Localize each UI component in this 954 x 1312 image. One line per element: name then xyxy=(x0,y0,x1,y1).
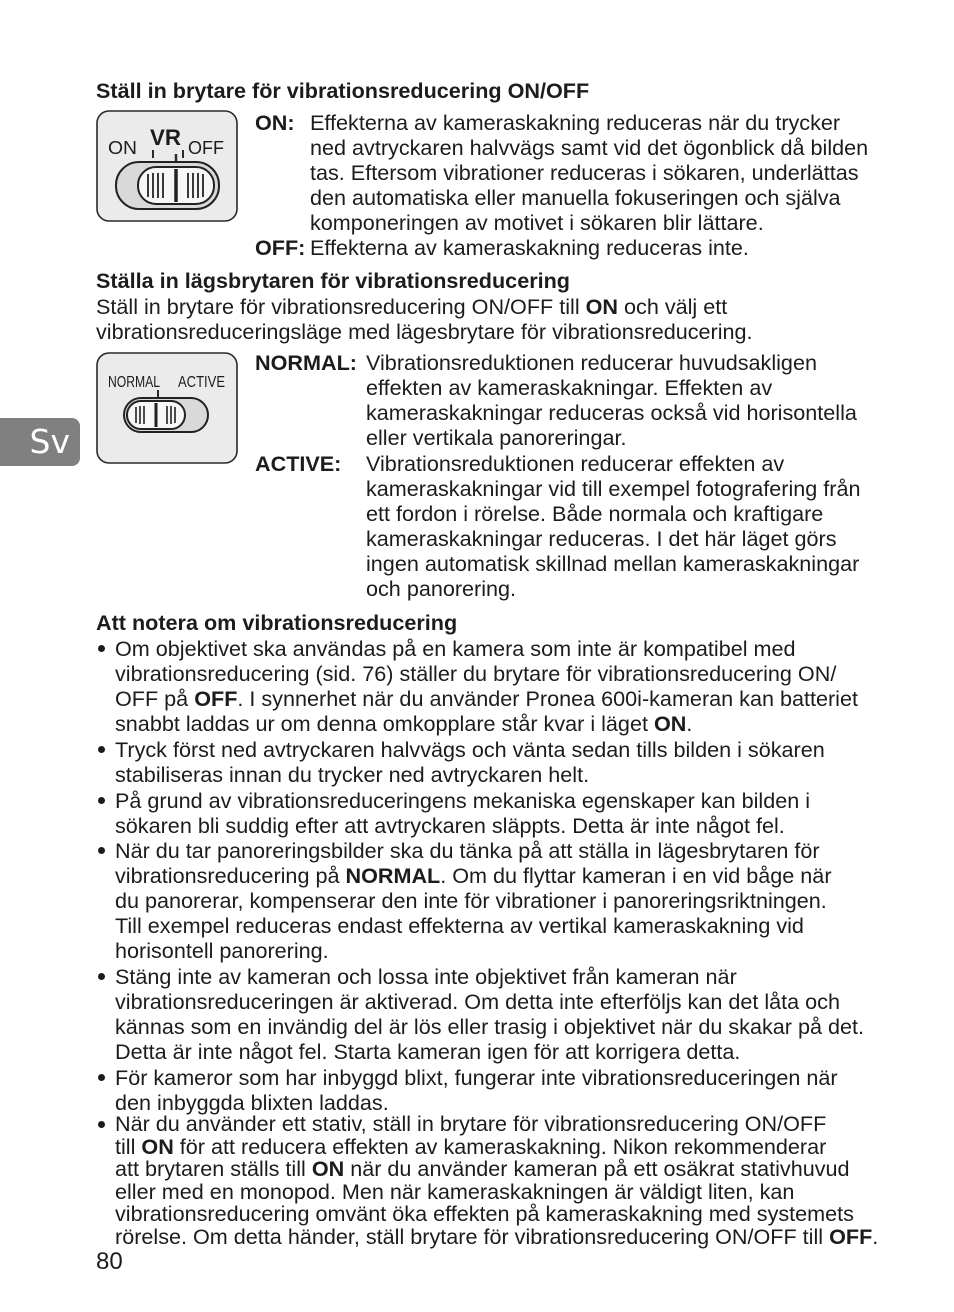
text-segment: till xyxy=(115,1133,142,1159)
note-bullet xyxy=(115,838,832,963)
bullet-dot-icon xyxy=(98,1074,105,1081)
text-line: ned avtryckaren halvvägs samt vid det ögonblick då bilden xyxy=(310,135,869,160)
section-heading-vr-switch: Ställ in brytare för vibrationsreducering ON/OFF xyxy=(96,78,590,103)
language-tab xyxy=(0,418,80,466)
text-line xyxy=(96,294,753,319)
text-line xyxy=(115,1158,878,1181)
text-line: För kameror som har inbyggd blixt, fungerar inte vibrationsreduceringen när xyxy=(115,1065,838,1090)
term-on: ON: xyxy=(255,110,295,135)
section-heading-notes: Att notera om vibrationsreducering xyxy=(96,610,458,635)
text-segment: för att reducera effekten av kameraskakning. Nikon rekommenderar xyxy=(173,1133,827,1159)
text-line: vibrationsreducering omvänt öka effekten på kameraskakning med systemets xyxy=(115,1201,854,1227)
term-off: OFF: xyxy=(255,235,306,260)
term-active: ACTIVE: xyxy=(255,451,342,476)
text-segment: . Om du flyttar kameran i en vid båge när xyxy=(440,863,832,888)
text-line: den automatiska eller manuella fokuseringen och själva xyxy=(310,185,841,210)
note-bullet xyxy=(115,964,864,1064)
bold-segment: ON xyxy=(141,1133,174,1159)
text-line: stabiliseras innan du trycker ned avtryckaren helt. xyxy=(115,762,590,787)
term-normal: NORMAL: xyxy=(255,350,357,375)
definition-normal xyxy=(366,350,857,450)
text-line xyxy=(115,863,832,888)
definition-active xyxy=(366,451,861,601)
text-line: Vibrationsreduktionen reducerar huvudsakligen xyxy=(366,350,817,375)
bold-segment: OFF xyxy=(829,1223,873,1249)
text-line: Detta är inte något fel. Starta kameran igen för att korrigera detta. xyxy=(115,1039,741,1064)
text-line: vibrationsreducering (sid. 76) ställer du brytare för vibrationsreducering ON/ xyxy=(115,661,837,686)
text-segment: OFF på xyxy=(115,686,195,711)
text-line: kännas som en invändig del är lös eller trasig i objektivet när du skakar på det. xyxy=(115,1014,864,1039)
text-line: komponeringen av motivet i sökaren blir lättare. xyxy=(310,210,764,235)
text-line: kameraskakningar reduceras. I det här läget görs xyxy=(366,526,837,551)
text-line: ett fordon i rörelse. Både normala och kraftigare xyxy=(366,501,824,526)
text-line xyxy=(115,711,858,736)
bold-segment: OFF xyxy=(194,686,238,711)
text-line: vibrationsreduceringen är aktiverad. Om detta inte efterföljs kan det låta och xyxy=(115,989,840,1014)
text-segment: och välj ett xyxy=(618,294,728,319)
text-segment: att brytaren ställs till xyxy=(115,1156,312,1182)
text-line: kameraskakningar reduceras också vid horisontella xyxy=(366,400,857,425)
text-line: Tryck först ned avtryckaren halvvägs och vänta sedan tills bilden i sökaren xyxy=(115,737,825,762)
vr-switch-illustration xyxy=(96,110,239,223)
bold-segment: ON xyxy=(311,1156,345,1182)
switch-label-active: ACTIVE xyxy=(178,374,225,391)
text-segment: . xyxy=(872,1223,879,1249)
text-segment: när du använder kameran på ett osäkrat stativhuvud xyxy=(344,1156,850,1182)
text-line: När du använder ett stativ, ställ in brytare för vibrationsreducering ON/OFF xyxy=(115,1111,827,1136)
text-line: Stäng inte av kameran och lossa inte objektivet från kameran när xyxy=(115,964,737,989)
switch-label-on: ON xyxy=(108,138,137,158)
text-line xyxy=(115,686,858,711)
note-bullet xyxy=(115,788,810,838)
bullet-dot-icon xyxy=(98,847,105,854)
bullet-dot-icon xyxy=(98,973,105,980)
text-segment: rörelse. Om detta händer, ställ brytare för vibrationsreducering ON/OFF till xyxy=(115,1223,830,1249)
text-line: tas. Eftersom vibrationer reduceras i sökaren, underlättas xyxy=(310,160,859,185)
bullet-dot-icon xyxy=(98,645,105,652)
mode-intro-paragraph xyxy=(96,294,753,344)
switch-label-normal: NORMAL xyxy=(108,374,161,391)
note-bullet xyxy=(115,636,858,736)
text-segment: snabbt laddas ur om denna omkopplare står kvar i läget xyxy=(115,711,654,736)
note-bullet xyxy=(115,737,825,787)
section-heading-mode-switch: Ställa in lägsbrytaren för vibrationsreducering xyxy=(96,268,570,293)
text-line: effekten av kameraskakningar. Effekten av xyxy=(366,375,773,400)
bullet-dot-icon xyxy=(98,1121,105,1128)
page-number: 80 xyxy=(96,1248,123,1275)
text-line: och panorering. xyxy=(366,576,517,601)
text-line: ingen automatisk skillnad mellan kameraskakningar xyxy=(366,551,860,576)
text-line: sökaren bli suddig efter att avtryckaren släppts. Detta är inte något fel. xyxy=(115,813,785,838)
text-line: På grund av vibrationsreduceringens mekaniska egenskaper kan bilden i xyxy=(115,788,811,813)
language-tab-label: Sv xyxy=(29,422,70,461)
text-line: Om objektivet ska användas på en kamera som inte är kompatibel med xyxy=(115,636,796,661)
bullet-dot-icon xyxy=(98,797,105,804)
text-line: När du tar panoreringsbilder ska du tänka på att ställa in lägesbrytaren för xyxy=(115,838,820,863)
bold-segment: NORMAL xyxy=(345,863,441,888)
bold-segment: ON xyxy=(585,294,619,319)
bold-segment: ON xyxy=(653,711,687,736)
bullet-dot-icon xyxy=(98,746,105,753)
text-segment: Ställ in brytare för vibrationsreducering ON/OFF till xyxy=(96,294,586,319)
text-line: den inbyggda blixten laddas. xyxy=(115,1090,389,1115)
text-segment: vibrationsreducering på xyxy=(115,863,346,888)
text-line: vibrationsreduceringsläge med lägesbrytare för vibrationsreducering. xyxy=(96,319,753,344)
switch-label-vr: VR xyxy=(150,125,182,150)
text-line: du panorerar, kompenserar den inte för vibrationer i panoreringsriktningen. xyxy=(115,888,827,913)
text-line: eller vertikala panoreringar. xyxy=(366,425,627,450)
text-line: kameraskakningar vid till exempel fotografering från xyxy=(366,476,861,501)
text-line xyxy=(115,1133,878,1159)
text-segment: . xyxy=(686,711,693,736)
text-line: Till exempel reduceras endast effekterna av vertikal kameraskakning vid xyxy=(115,913,804,938)
switch-label-off: OFF xyxy=(188,138,224,158)
text-line: Effekterna av kameraskakning reduceras när du trycker xyxy=(310,110,841,135)
text-line: Effekterna av kameraskakning reduceras inte. xyxy=(310,235,749,260)
mode-switch-illustration xyxy=(96,352,239,465)
definition-off xyxy=(310,235,749,260)
text-line: horisontell panorering. xyxy=(115,938,329,963)
text-line xyxy=(115,1223,879,1249)
text-line: Vibrationsreduktionen reducerar effekten av xyxy=(366,451,785,476)
note-bullet xyxy=(115,1065,838,1115)
text-line: eller med en monopod. Men när kameraskakningen är väldigt liten, kan xyxy=(115,1178,795,1204)
note-bullet xyxy=(115,1113,878,1249)
definition-on xyxy=(310,110,868,235)
text-segment: . I synnerhet när du använder Pronea 600i-kameran kan batteriet xyxy=(237,686,858,711)
